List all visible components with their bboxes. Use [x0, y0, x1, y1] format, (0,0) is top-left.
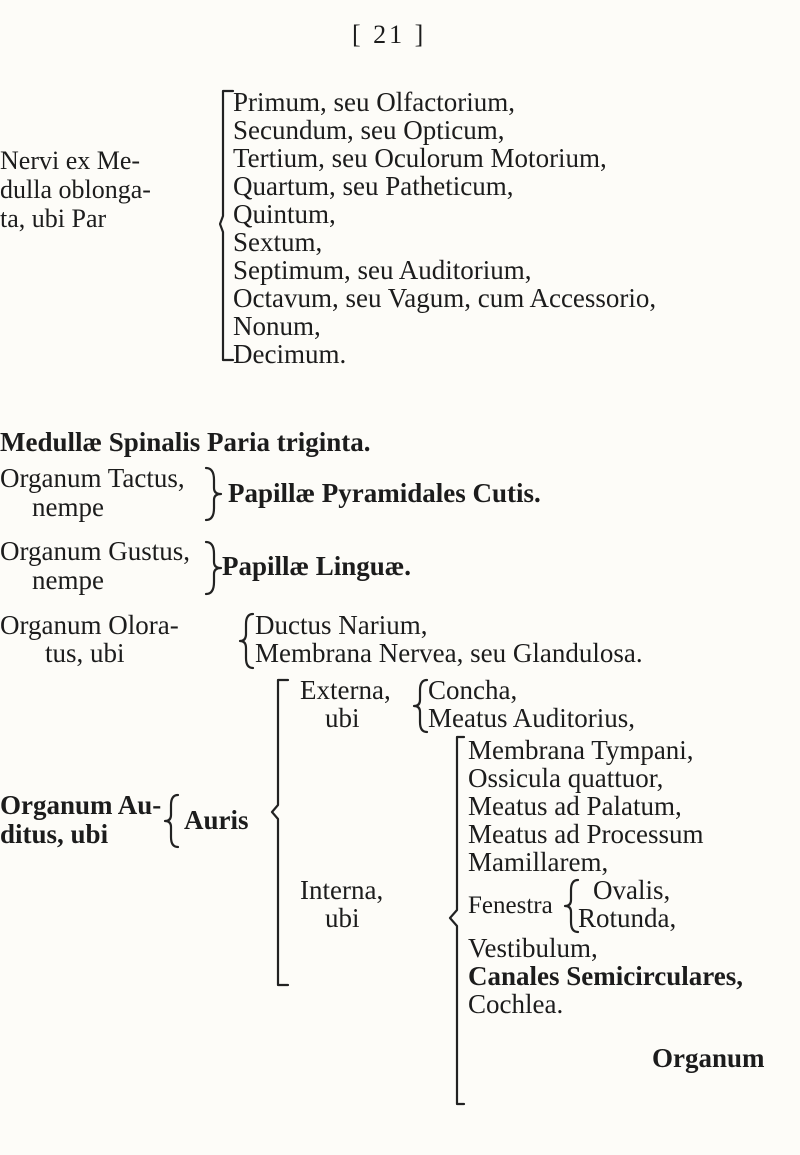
- interna-item: Mamillarem,: [468, 847, 609, 877]
- auditus-label-line-1: Organum Au-: [0, 790, 162, 820]
- nervi-item: Nonum,: [233, 311, 321, 341]
- interna-label-line-1: Interna,: [300, 875, 384, 905]
- nervi-item: Septimum, seu Auditorium,: [233, 255, 532, 285]
- auris-label: Auris: [184, 805, 249, 835]
- nervi-label-line-3: ta, ubi Par: [0, 204, 107, 233]
- interna-item: Membrana Tympani,: [468, 735, 694, 765]
- fenestra-label: Fenestra: [468, 892, 553, 919]
- auris-brace: [270, 677, 300, 989]
- gustus-value: Papillæ Linguæ.: [222, 551, 412, 581]
- externa-label-line-2: ubi: [325, 703, 360, 733]
- nervi-label-line-1: Nervi ex Me-: [0, 146, 141, 175]
- medullae-line: Medullæ Spinalis Paria triginta.: [0, 427, 371, 457]
- interna-label-line-2: ubi: [325, 903, 360, 933]
- interna-item: Vestibulum,: [468, 933, 598, 963]
- nervi-item: Decimum.: [233, 339, 347, 369]
- gustus-label-line-1: Organum Gustus,: [0, 536, 191, 566]
- olfactus-label-line-1: Organum Olora-: [0, 610, 179, 640]
- nervi-label-line-2: dulla oblonga-: [0, 175, 151, 204]
- auditus-brace: [162, 793, 182, 849]
- olfactus-brace: [237, 612, 257, 670]
- interna-item: Meatus ad Processum: [468, 819, 704, 849]
- interna-item: Ossicula quattuor,: [468, 763, 664, 793]
- gustus-brace: [200, 540, 224, 596]
- fenestra-item: Rotunda,: [578, 903, 677, 933]
- tactus-label-line-2: nempe: [32, 492, 104, 522]
- interna-brace: [448, 734, 470, 1108]
- interna-item: Canales Semicirculares,: [468, 961, 743, 991]
- externa-label-line-1: Externa,: [300, 675, 391, 705]
- page-number: [ 21 ]: [352, 20, 427, 49]
- externa-item: Meatus Auditorius,: [428, 703, 635, 733]
- olfactus-item: Membrana Nervea, seu Glandulosa.: [255, 638, 643, 668]
- tactus-brace: [200, 466, 224, 522]
- auditus-label-line-2: ditus, ubi: [0, 819, 109, 849]
- olfactus-item: Ductus Narium,: [255, 610, 428, 640]
- fenestra-item: Ovalis,: [593, 875, 671, 905]
- tactus-value: Papillæ Pyramidales Cutis.: [228, 478, 541, 508]
- nervi-item: Sextum,: [233, 227, 323, 257]
- nervi-item: Quartum, seu Patheticum,: [233, 171, 514, 201]
- gustus-label-line-2: nempe: [32, 565, 104, 595]
- nervi-item: Secundum, seu Opticum,: [233, 115, 505, 145]
- tactus-label-line-1: Organum Tactus,: [0, 463, 185, 493]
- nervi-item: Quintum,: [233, 199, 336, 229]
- nervi-item: Octavum, seu Vagum, cum Accessorio,: [233, 283, 657, 313]
- catchword: Organum: [652, 1043, 765, 1073]
- olfactus-label-line-2: tus, ubi: [45, 638, 125, 668]
- externa-item: Concha,: [428, 675, 518, 705]
- nervi-item: Primum, seu Olfactorium,: [233, 87, 515, 117]
- interna-item: Meatus ad Palatum,: [468, 791, 682, 821]
- nervi-item: Tertium, seu Oculorum Motorium,: [233, 143, 607, 173]
- interna-item: Cochlea.: [468, 989, 564, 1019]
